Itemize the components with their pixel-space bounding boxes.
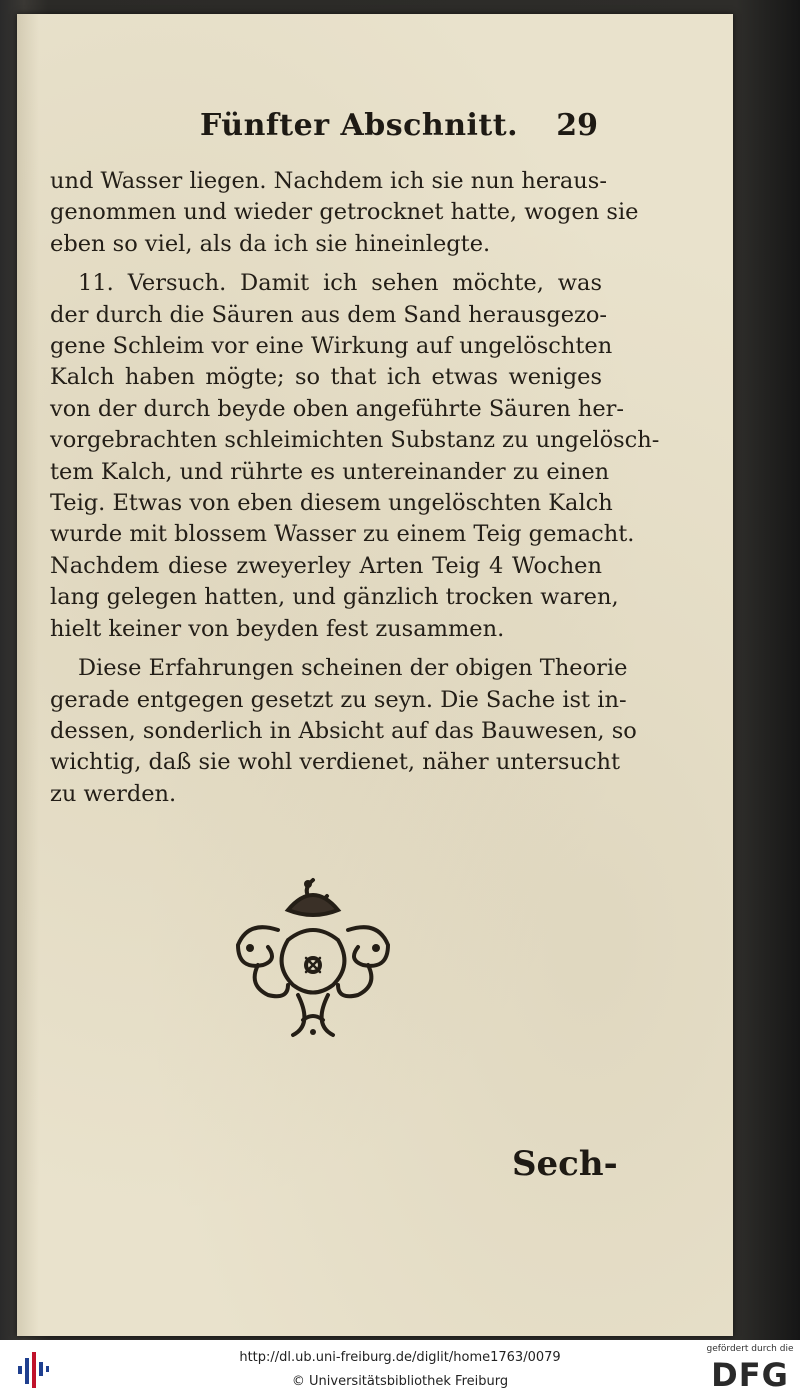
text-line: wurde mit blossem Wasser zu einem Teig gemacht.	[50, 521, 635, 548]
ornament-vignette-icon	[228, 870, 398, 1040]
text-line: tem Kalch, und rührte es untereinander zu einen	[50, 458, 610, 485]
text-line: eben so viel, als da ich sie hineinlegte.	[50, 230, 491, 257]
text-line: Diese Erfahrungen scheinen der obigen Theorie	[78, 655, 628, 682]
running-title: Fünfter Abschnitt.	[200, 108, 519, 143]
text-line: und Wasser liegen. Nachdem ich sie nun heraus-	[50, 168, 607, 194]
viewer-footer	[0, 1340, 800, 1397]
text-line: Kalch haben mögte; so that ich etwas weniges	[50, 364, 602, 391]
text-line: Nachdem diese zweyerley Arten Teig 4 Wochen	[50, 552, 602, 579]
text-line: gene Schleim vor eine Wirkung auf ungelöschten	[50, 333, 613, 360]
text-line: vorgebrachten schleimichten Substanz zu ungelösch-	[50, 427, 660, 454]
page-header	[200, 108, 610, 152]
text-line: lang gelegen hatten, und gänzlich trocken waren,	[50, 584, 619, 611]
text-line: genommen und wieder getrocknet hatte, wogen sie	[50, 199, 639, 226]
dfg-funding-badge	[704, 1344, 796, 1394]
dfg-logo: DFG	[711, 1356, 789, 1394]
text-line: wichtig, daß sie wohl verdienet, näher untersucht	[50, 749, 621, 776]
text-line: gerade entgegen gesetzt zu seyn. Die Sache ist in-	[50, 686, 627, 713]
paragraph	[50, 268, 660, 645]
text-line: dessen, sonderlich in Absicht auf das Bauwesen, so	[50, 717, 637, 744]
paragraph	[50, 653, 637, 810]
text-line: von der durch beyde oben angeführte Säuren her-	[50, 395, 625, 422]
body-text	[50, 166, 660, 810]
page-number: 29	[556, 108, 598, 143]
funding-note: gefördert durch die	[706, 1344, 794, 1354]
text-line: zu werden.	[50, 780, 177, 807]
paragraph	[50, 166, 639, 260]
text-line: 11. Versuch. Damit ich sehen möchte, was	[78, 270, 602, 297]
permalink-url[interactable]: http://dl.ub.uni-freiburg.de/diglit/home1763/0079	[239, 1350, 561, 1365]
text-line: hielt keiner von beyden fest zusammen.	[50, 615, 505, 642]
copyright-notice: © Universitätsbibliothek Freiburg	[291, 1374, 509, 1389]
text-line: Teig. Etwas von eben diesem ungelöschten Kalch	[50, 490, 613, 517]
catchword: Sech-	[512, 1144, 618, 1184]
text-line: der durch die Säuren aus dem Sand herausgezo-	[50, 301, 608, 328]
